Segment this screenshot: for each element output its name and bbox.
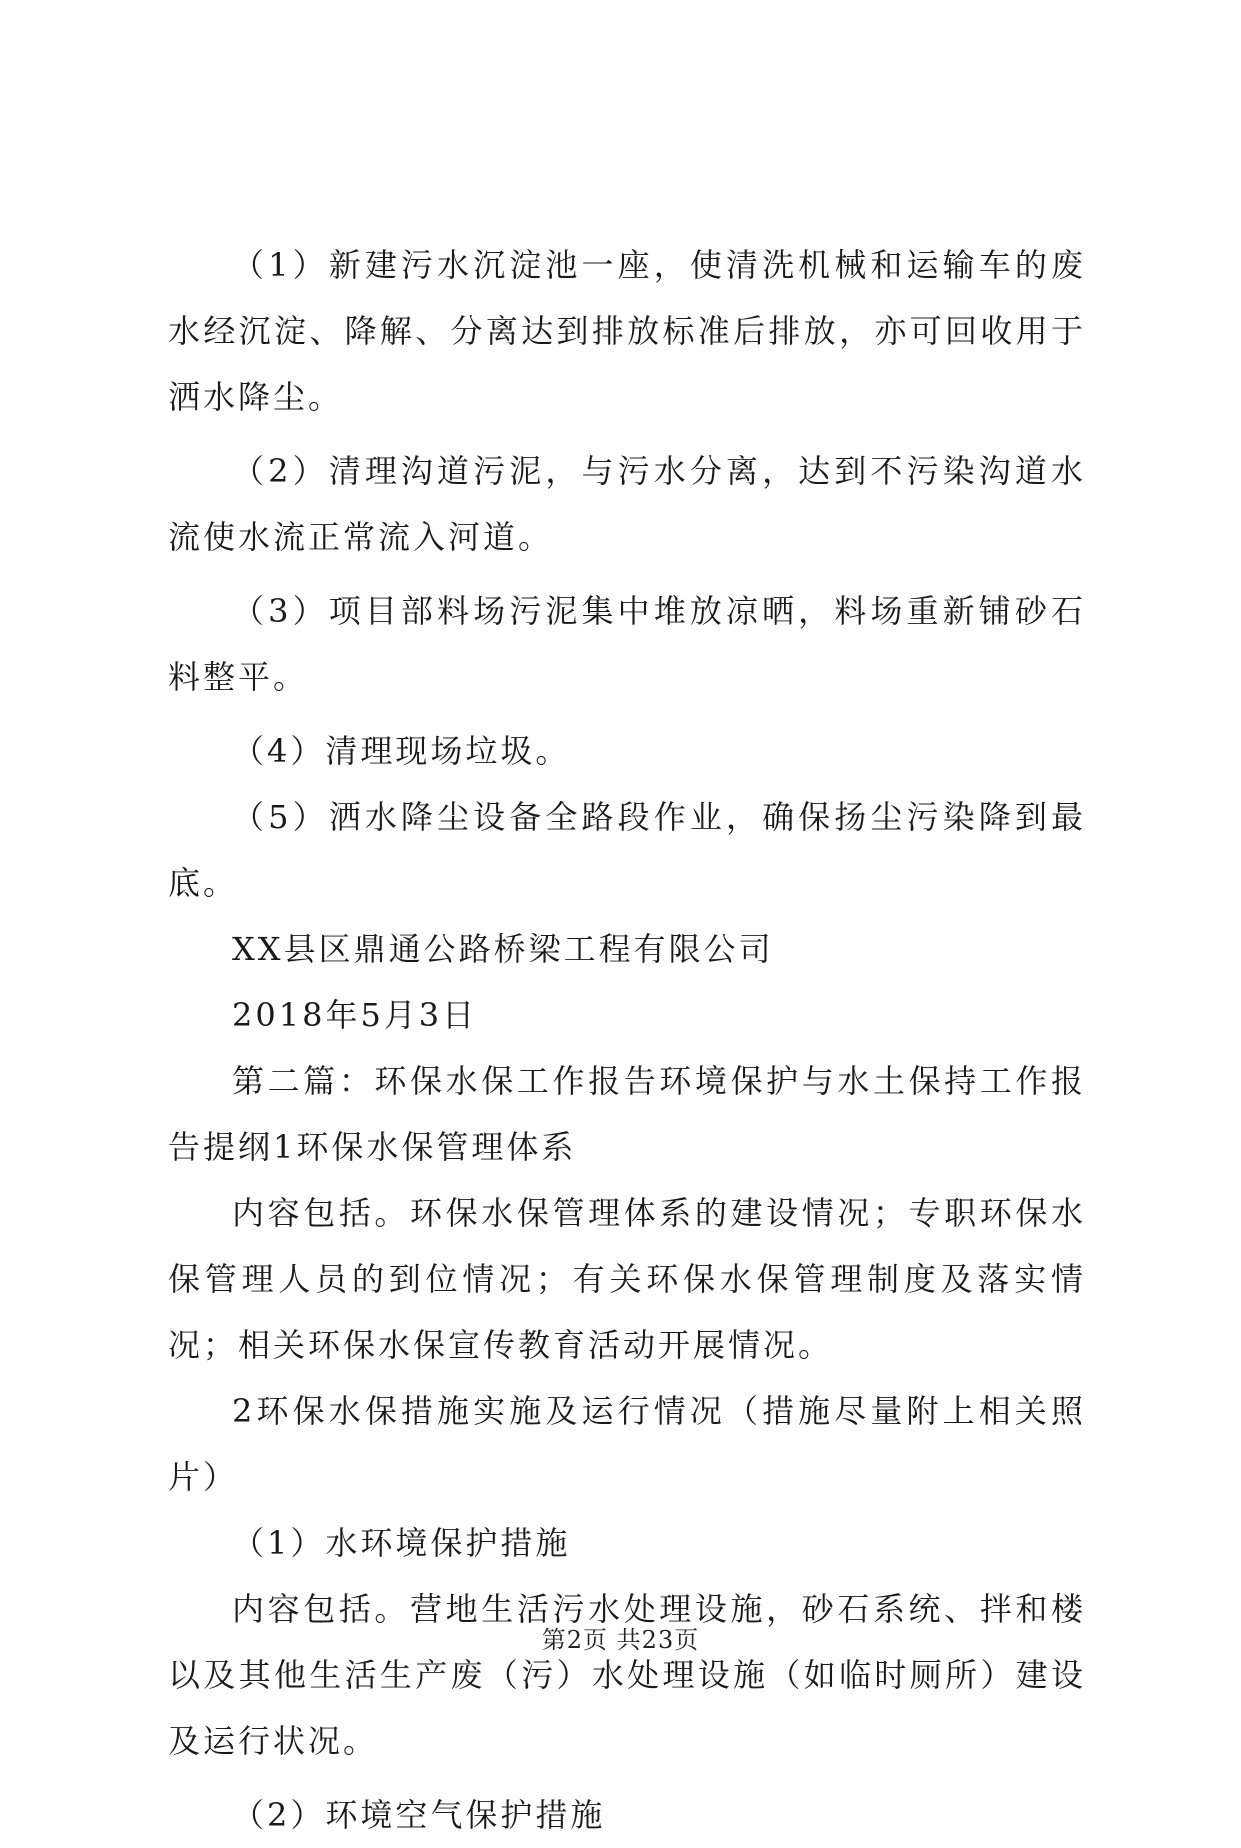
company-name: XX县区鼎通公路桥梁工程有限公司 <box>232 930 774 968</box>
document-body <box>168 232 1086 1848</box>
page-number-footer: 第2页 共23页 <box>541 1626 700 1654</box>
water-protection-paragraph: 内容包括。营地生活污水处理设施，砂石系统、拌和楼以及其他生活生产废（污）水处理设施（如临时厕所）建设及运行状况。 <box>168 1590 1086 1760</box>
paragraph-item-5: （5）洒水降尘设备全路段作业，确保扬尘污染降到最底。 <box>168 798 1086 902</box>
paragraph-item-1: （1）新建污水沉淀池一座，使清洗机械和运输车的废水经沉淀、降解、分离达到排放标准后排放，亦可回收用于洒水降尘。 <box>168 246 1086 416</box>
section-heading: 第二篇：环保水保工作报告环境保护与水土保持工作报告提纲1环保水保管理体系 <box>168 1062 1086 1166</box>
management-system-paragraph: 内容包括。环保水保管理体系的建设情况；专职环保水保管理人员的到位情况；有关环保水保管理制度及落实情况；相关环保水保宣传教育活动开展情况。 <box>168 1194 1086 1364</box>
paragraph-item-3: （3）项目部料场污泥集中堆放凉晒，料场重新铺砂石料整平。 <box>168 592 1086 696</box>
paragraph-item-2: （2）清理沟道污泥，与污水分离，达到不污染沟道水流使水流正常流入河道。 <box>168 452 1086 556</box>
water-protection-heading: （1）水环境保护措施 <box>232 1524 571 1562</box>
document-date: 2018年5月3日 <box>232 996 478 1034</box>
air-protection-heading: （2）环境空气保护措施 <box>232 1796 606 1834</box>
measures-heading: 2环保水保措施实施及运行情况（措施尽量附上相关照片） <box>168 1392 1086 1496</box>
paragraph-item-4: （4）清理现场垃圾。 <box>232 732 571 770</box>
